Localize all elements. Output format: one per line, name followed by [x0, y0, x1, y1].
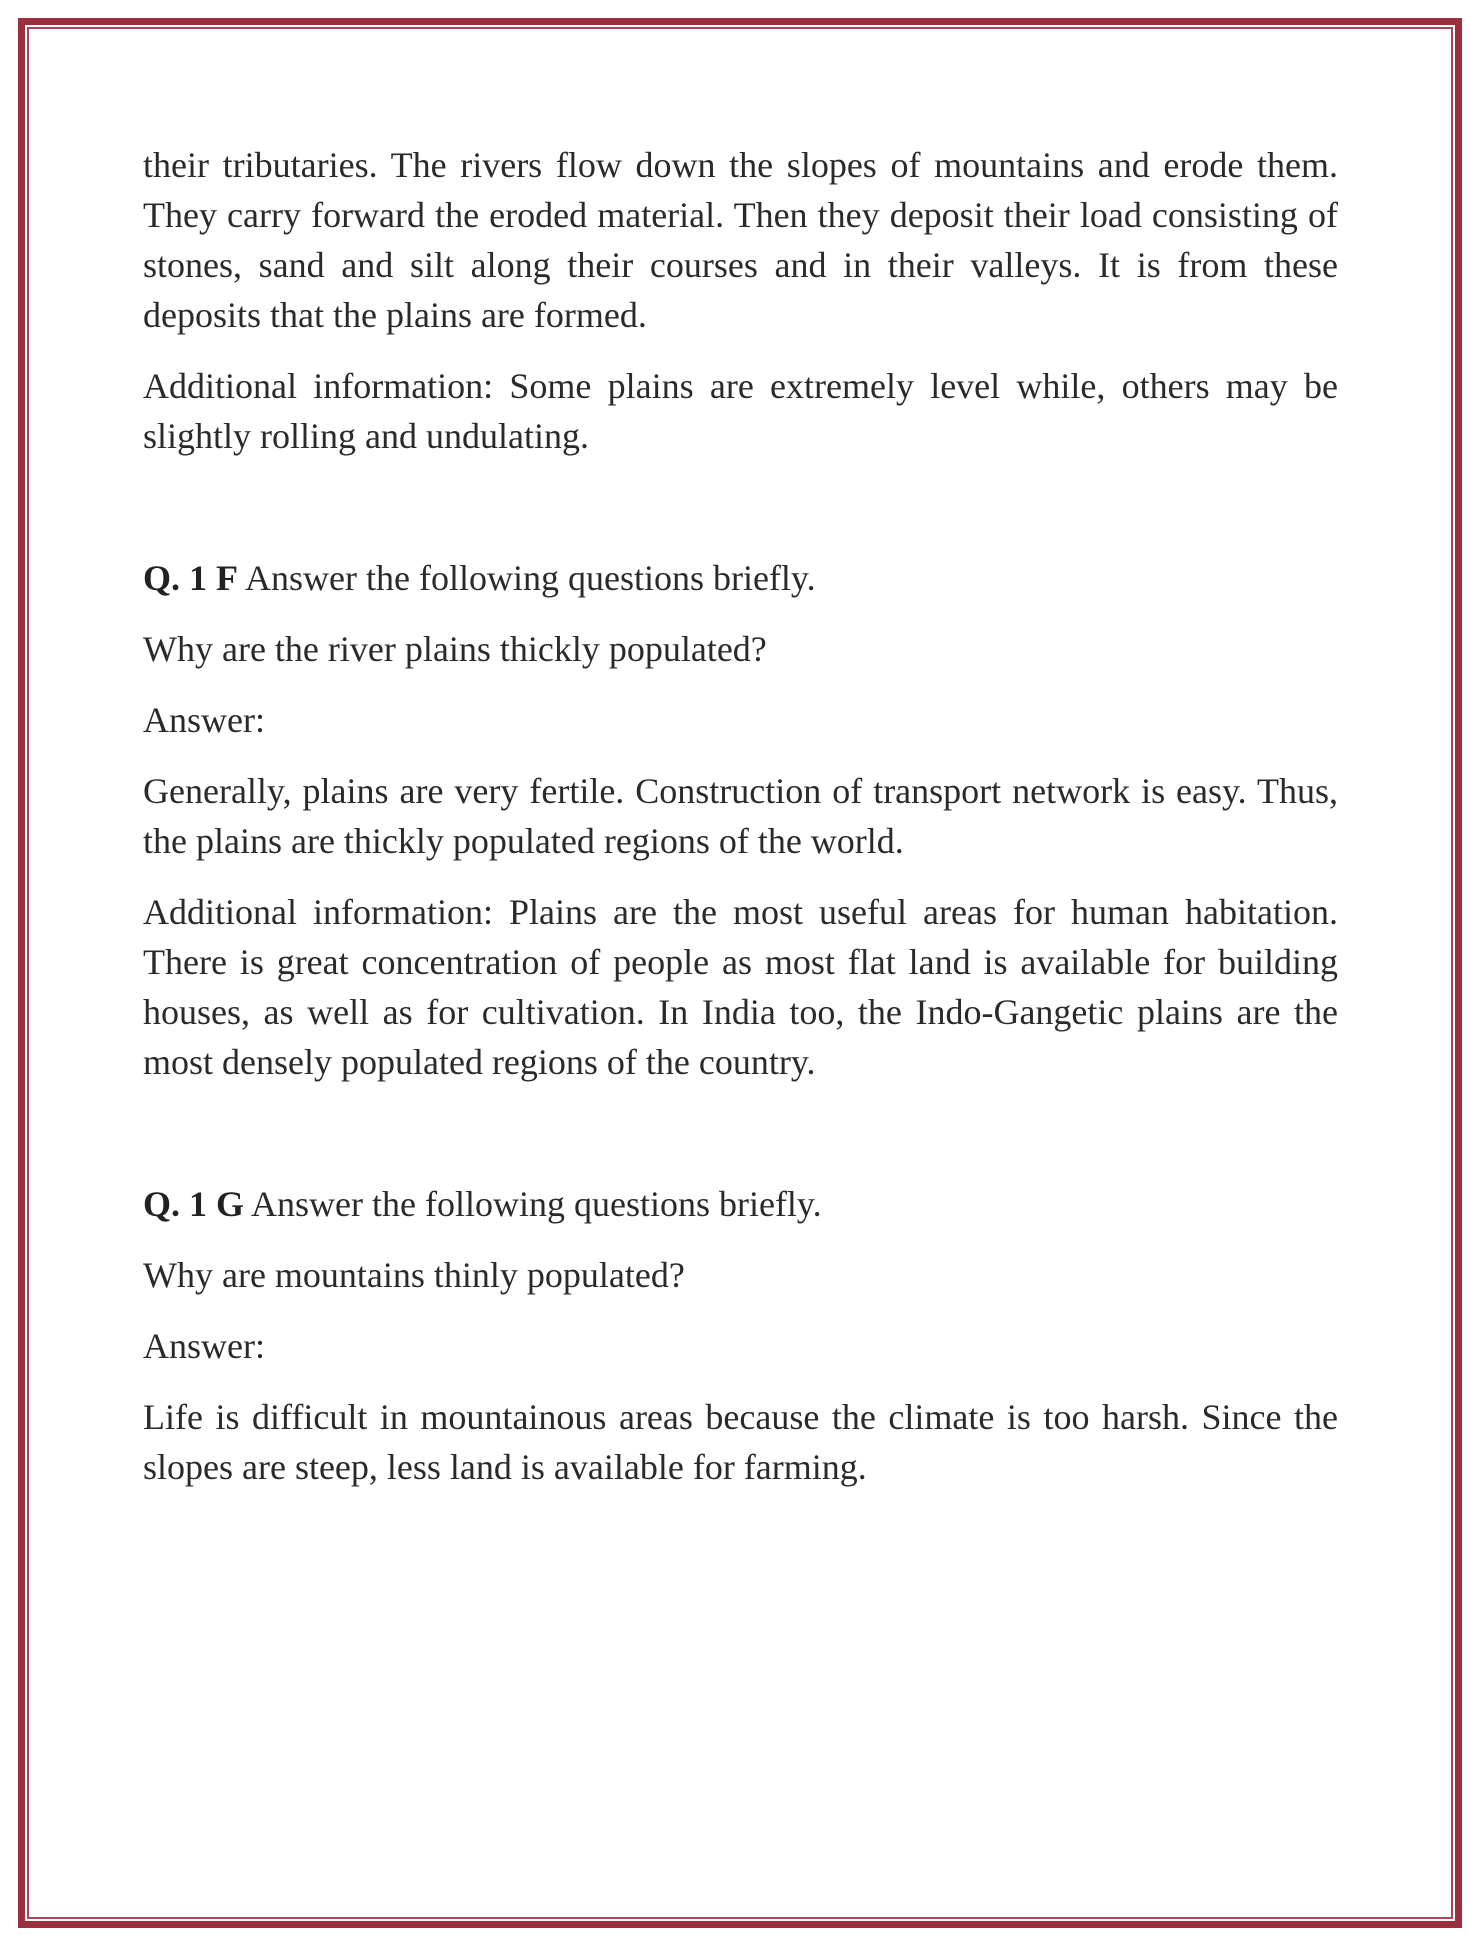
- question-1f: [143, 553, 1338, 1087]
- question-heading: [143, 1179, 1338, 1229]
- section-spacer: [143, 1108, 1338, 1179]
- question-text: Why are the river plains thickly populated?: [143, 629, 767, 669]
- question-1g: [143, 1179, 1338, 1492]
- question-label: Q. 1 G: [143, 1184, 245, 1224]
- question-instruction: Answer the following questions briefly.: [238, 558, 816, 598]
- intro-paragraph: their tributaries. The rivers flow down the slopes of mountains and erode them. They carry forward the eroded material. Then they deposit their load consisting of stones, sand and silt along their courses and in their valleys. It is from these deposits that the plains are formed.: [143, 145, 1338, 335]
- question-instruction: Answer the following questions briefly.: [244, 1184, 822, 1224]
- section-spacer: [143, 482, 1338, 553]
- answer-label: Answer:: [143, 700, 265, 740]
- question-text: Why are mountains thinly populated?: [143, 1255, 685, 1295]
- page-content: [143, 140, 1338, 1513]
- additional-information: Additional information: Plains are the most useful areas for human habitation. There is great concentration of people as most flat land is available for building houses, as well as for cultivation. In India too, the Indo-Gangetic plains are the most densely populated regions of the country.: [143, 892, 1338, 1082]
- answer-label: Answer:: [143, 1326, 265, 1366]
- intro-additional-info: Additional information: Some plains are extremely level while, others may be slightly rolling and undulating.: [143, 366, 1338, 456]
- answer-text: Life is difficult in mountainous areas because the climate is too harsh. Since the slopes are steep, less land is available for farming.: [143, 1397, 1338, 1487]
- question-label: Q. 1 F: [143, 558, 238, 598]
- answer-text: Generally, plains are very fertile. Construction of transport network is easy. Thus, the plains are thickly populated regions of the world.: [143, 771, 1338, 861]
- question-heading: [143, 553, 1338, 603]
